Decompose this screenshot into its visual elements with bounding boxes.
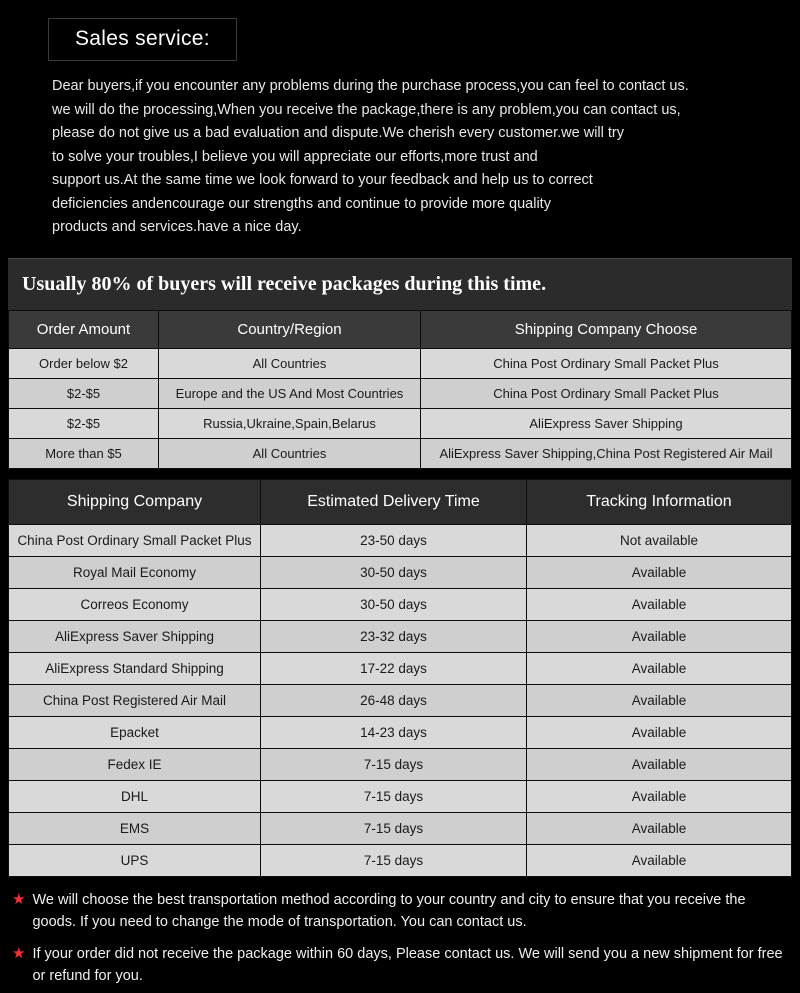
cell-shipping-company: China Post Ordinary Small Packet Plus [9, 524, 261, 556]
paragraph-line: we will do the processing,When you receive the package,there is any problem,you can contact us, [52, 101, 681, 118]
note-item [12, 943, 786, 987]
table-row [9, 378, 792, 408]
cell-tracking: Available [527, 844, 792, 876]
cell-shipping-company: AliExpress Saver Shipping [421, 408, 792, 438]
cell-tracking: Available [527, 780, 792, 812]
cell-tracking: Available [527, 588, 792, 620]
note-text [32, 943, 786, 987]
table-row [9, 438, 792, 468]
paragraph-line: support us.At the same time we look forward to your feedback and help us to correct [52, 172, 593, 188]
column-header-tracking-information: Tracking Information [527, 479, 792, 524]
table-row [9, 524, 792, 556]
cell-delivery-time: 17-22 days [261, 652, 527, 684]
paragraph-line: please do not give us a bad evaluation and dispute.We cherish every customer.we will try [52, 125, 624, 141]
cell-tracking: Available [527, 652, 792, 684]
table-row [9, 844, 792, 876]
column-header-order-amount: Order Amount [9, 310, 159, 348]
cell-delivery-time: 26-48 days [261, 684, 527, 716]
cell-shipping-company: Royal Mail Economy [9, 556, 261, 588]
cell-delivery-time: 14-23 days [261, 716, 527, 748]
star-icon: ★ [12, 944, 26, 962]
cell-tracking: Available [527, 748, 792, 780]
table-row [9, 684, 792, 716]
paragraph-line: to solve your troubles,I believe you will appreciate our efforts,more trust and [52, 148, 538, 165]
cell-delivery-time: 30-50 days [261, 556, 527, 588]
cell-shipping-company: China Post Ordinary Small Packet Plus [421, 378, 792, 408]
cell-tracking: Not available [527, 524, 792, 556]
cell-delivery-time: 7-15 days [261, 748, 527, 780]
cell-shipping-company: Epacket [9, 716, 261, 748]
note-line: If your order did not receive the package within 60 days, Please contact us. We will send you a [32, 945, 640, 962]
cell-tracking: Available [527, 716, 792, 748]
cell-country-region: Europe and the US And Most Countries [159, 378, 421, 408]
cell-shipping-company: China Post Ordinary Small Packet Plus [421, 348, 792, 378]
column-header-shipping-company: Shipping Company Choose [421, 310, 792, 348]
sales-service-paragraph [52, 75, 766, 240]
cell-shipping-company: AliExpress Saver Shipping [9, 620, 261, 652]
cell-order-amount: $2-$5 [9, 378, 159, 408]
table-row [9, 780, 792, 812]
paragraph-line: Dear buyers,if you encounter any problems during the purchase process,you can feel to contact us. [52, 78, 689, 94]
cell-delivery-time: 23-50 days [261, 524, 527, 556]
column-header-country-region: Country/Region [159, 310, 421, 348]
cell-shipping-company: AliExpress Standard Shipping [9, 652, 261, 684]
table-row [9, 588, 792, 620]
cell-shipping-company: DHL [9, 780, 261, 812]
note-line: new shipment for free or refund for you. [32, 945, 783, 984]
cell-order-amount: $2-$5 [9, 408, 159, 438]
cell-order-amount: More than $5 [9, 438, 159, 468]
cell-delivery-time: 30-50 days [261, 588, 527, 620]
cell-country-region: All Countries [159, 438, 421, 468]
note-item [12, 889, 786, 933]
delivery-banner [8, 258, 792, 310]
notes-section [12, 889, 786, 987]
cell-order-amount: Order below $2 [9, 348, 159, 378]
table-row [9, 716, 792, 748]
table-row [9, 620, 792, 652]
cell-shipping-company: Fedex IE [9, 748, 261, 780]
table-row [9, 556, 792, 588]
banner-text: Usually 80% of buyers will receive packages during this time. [22, 272, 547, 295]
cell-delivery-time: 7-15 days [261, 844, 527, 876]
note-text [32, 889, 786, 933]
shipping-rules-table [8, 310, 792, 469]
paragraph-line: deficiencies andencourage our strengths and continue to provide more quality [52, 195, 551, 212]
cell-shipping-company: China Post Registered Air Mail [9, 684, 261, 716]
cell-tracking: Available [527, 812, 792, 844]
cell-tracking: Available [527, 620, 792, 652]
cell-delivery-time: 7-15 days [261, 812, 527, 844]
sales-service-header [48, 18, 237, 61]
table-row [9, 748, 792, 780]
cell-country-region: All Countries [159, 348, 421, 378]
note-line: We will choose the best transportation method according to your country and city to ensure that [32, 891, 644, 908]
cell-shipping-company: UPS [9, 844, 261, 876]
paragraph-line: products and services.have a nice day. [52, 219, 302, 235]
table-row [9, 348, 792, 378]
table-header-row [9, 479, 792, 524]
table-row [9, 652, 792, 684]
page-title: Sales service: [75, 27, 210, 50]
note-line: you receive the goods. If you need to change the mode of transportation. You can contact us. [32, 891, 746, 930]
cell-delivery-time: 7-15 days [261, 780, 527, 812]
cell-shipping-company: AliExpress Saver Shipping,China Post Registered Air Mail [421, 438, 792, 468]
star-icon: ★ [12, 890, 26, 908]
column-header-estimated-delivery-time: Estimated Delivery Time [261, 479, 527, 524]
cell-tracking: Available [527, 556, 792, 588]
cell-country-region: Russia,Ukraine,Spain,Belarus [159, 408, 421, 438]
cell-tracking: Available [527, 684, 792, 716]
table-header-row [9, 310, 792, 348]
cell-shipping-company: EMS [9, 812, 261, 844]
table-row [9, 408, 792, 438]
table-row [9, 812, 792, 844]
column-header-shipping-company: Shipping Company [9, 479, 261, 524]
cell-shipping-company: Correos Economy [9, 588, 261, 620]
delivery-time-table [8, 479, 792, 877]
cell-delivery-time: 23-32 days [261, 620, 527, 652]
